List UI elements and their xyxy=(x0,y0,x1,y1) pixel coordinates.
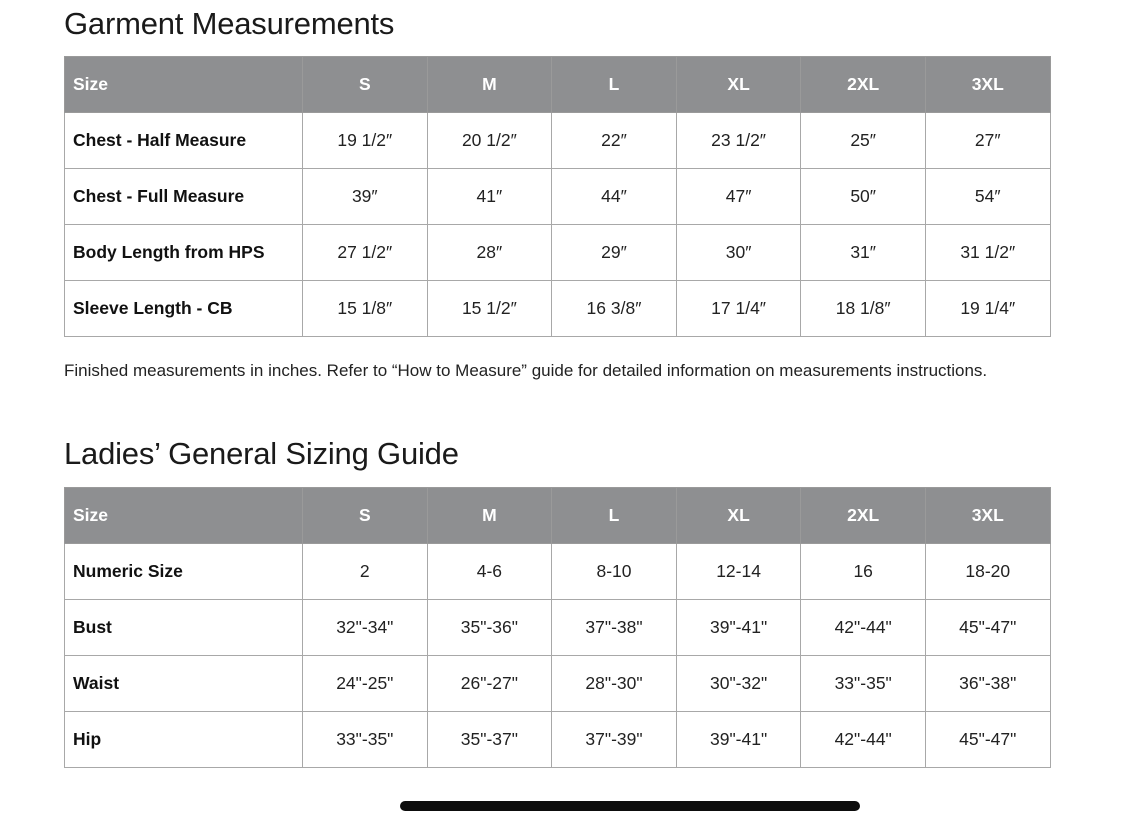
size-header-cell: S xyxy=(303,57,428,113)
table-header-row xyxy=(65,488,1051,544)
table-cell: 15 1/2″ xyxy=(427,281,552,337)
size-header-cell: XL xyxy=(676,488,801,544)
table-row xyxy=(65,281,1051,337)
table-cell: 33"-35" xyxy=(801,656,926,712)
table-cell: 29″ xyxy=(552,225,677,281)
table-row xyxy=(65,169,1051,225)
table-cell: 31″ xyxy=(801,225,926,281)
table-cell: 37"-39" xyxy=(552,712,677,768)
garment-measurements-table xyxy=(64,56,1051,337)
table-cell: 27″ xyxy=(925,113,1050,169)
size-header-cell: 3XL xyxy=(925,57,1050,113)
table-cell: 41″ xyxy=(427,169,552,225)
table-cell: 18-20 xyxy=(925,544,1050,600)
table-row xyxy=(65,656,1051,712)
size-header-cell: 2XL xyxy=(801,57,926,113)
table-cell: 35"-37" xyxy=(427,712,552,768)
garment-measurements-title: Garment Measurements xyxy=(64,6,395,41)
table-cell: 30"-32" xyxy=(676,656,801,712)
table-row xyxy=(65,600,1051,656)
table-cell: 47″ xyxy=(676,169,801,225)
home-indicator-bar[interactable] xyxy=(400,801,860,811)
table-row xyxy=(65,544,1051,600)
table-cell: 18 1/8″ xyxy=(801,281,926,337)
table-cell: 28″ xyxy=(427,225,552,281)
row-label: Hip xyxy=(65,712,303,768)
table-cell: 15 1/8″ xyxy=(303,281,428,337)
table-cell: 33"-35" xyxy=(303,712,428,768)
size-header-label: Size xyxy=(65,57,303,113)
size-header-cell: 2XL xyxy=(801,488,926,544)
table-cell: 4-6 xyxy=(427,544,552,600)
table-cell: 37"-38" xyxy=(552,600,677,656)
size-header-cell: S xyxy=(303,488,428,544)
table-cell: 27 1/2″ xyxy=(303,225,428,281)
table-cell: 54″ xyxy=(925,169,1050,225)
table-cell: 28"-30" xyxy=(552,656,677,712)
table-row xyxy=(65,712,1051,768)
table-cell: 20 1/2″ xyxy=(427,113,552,169)
row-label: Waist xyxy=(65,656,303,712)
table-cell: 26"-27" xyxy=(427,656,552,712)
table-cell: 19 1/4″ xyxy=(925,281,1050,337)
ladies-sizing-table xyxy=(64,487,1051,768)
table-cell: 45"-47" xyxy=(925,600,1050,656)
table-cell: 16 3/8″ xyxy=(552,281,677,337)
size-header-label: Size xyxy=(65,488,303,544)
size-header-cell: L xyxy=(552,57,677,113)
size-header-cell: M xyxy=(427,488,552,544)
table-cell: 32"-34" xyxy=(303,600,428,656)
table-header-row xyxy=(65,57,1051,113)
table-cell: 8-10 xyxy=(552,544,677,600)
table-cell: 44″ xyxy=(552,169,677,225)
table-cell: 2 xyxy=(303,544,428,600)
table-cell: 16 xyxy=(801,544,926,600)
table-row xyxy=(65,113,1051,169)
size-header-cell: M xyxy=(427,57,552,113)
row-label: Bust xyxy=(65,600,303,656)
table-row xyxy=(65,225,1051,281)
row-label: Numeric Size xyxy=(65,544,303,600)
row-label: Body Length from HPS xyxy=(65,225,303,281)
table-cell: 36"-38" xyxy=(925,656,1050,712)
table-cell: 39"-41" xyxy=(676,712,801,768)
table-cell: 19 1/2″ xyxy=(303,113,428,169)
row-label: Chest - Half Measure xyxy=(65,113,303,169)
row-label: Chest - Full Measure xyxy=(65,169,303,225)
table-cell: 39"-41" xyxy=(676,600,801,656)
table-cell: 42"-44" xyxy=(801,712,926,768)
table-cell: 23 1/2″ xyxy=(676,113,801,169)
table-cell: 24"-25" xyxy=(303,656,428,712)
size-header-cell: L xyxy=(552,488,677,544)
table-cell: 25″ xyxy=(801,113,926,169)
table-cell: 50″ xyxy=(801,169,926,225)
size-header-cell: 3XL xyxy=(925,488,1050,544)
table-cell: 17 1/4″ xyxy=(676,281,801,337)
row-label: Sleeve Length - CB xyxy=(65,281,303,337)
table-cell: 31 1/2″ xyxy=(925,225,1050,281)
ladies-sizing-guide-title: Ladies’ General Sizing Guide xyxy=(64,436,459,471)
table-cell: 35"-36" xyxy=(427,600,552,656)
measurement-note: Finished measurements in inches. Refer to “How to Measure” guide for detailed information on measurements instructions. xyxy=(64,361,988,380)
table-cell: 45"-47" xyxy=(925,712,1050,768)
table-cell: 12-14 xyxy=(676,544,801,600)
table-cell: 30″ xyxy=(676,225,801,281)
table-cell: 22″ xyxy=(552,113,677,169)
table-cell: 42"-44" xyxy=(801,600,926,656)
table-cell: 39″ xyxy=(303,169,428,225)
size-header-cell: XL xyxy=(676,57,801,113)
